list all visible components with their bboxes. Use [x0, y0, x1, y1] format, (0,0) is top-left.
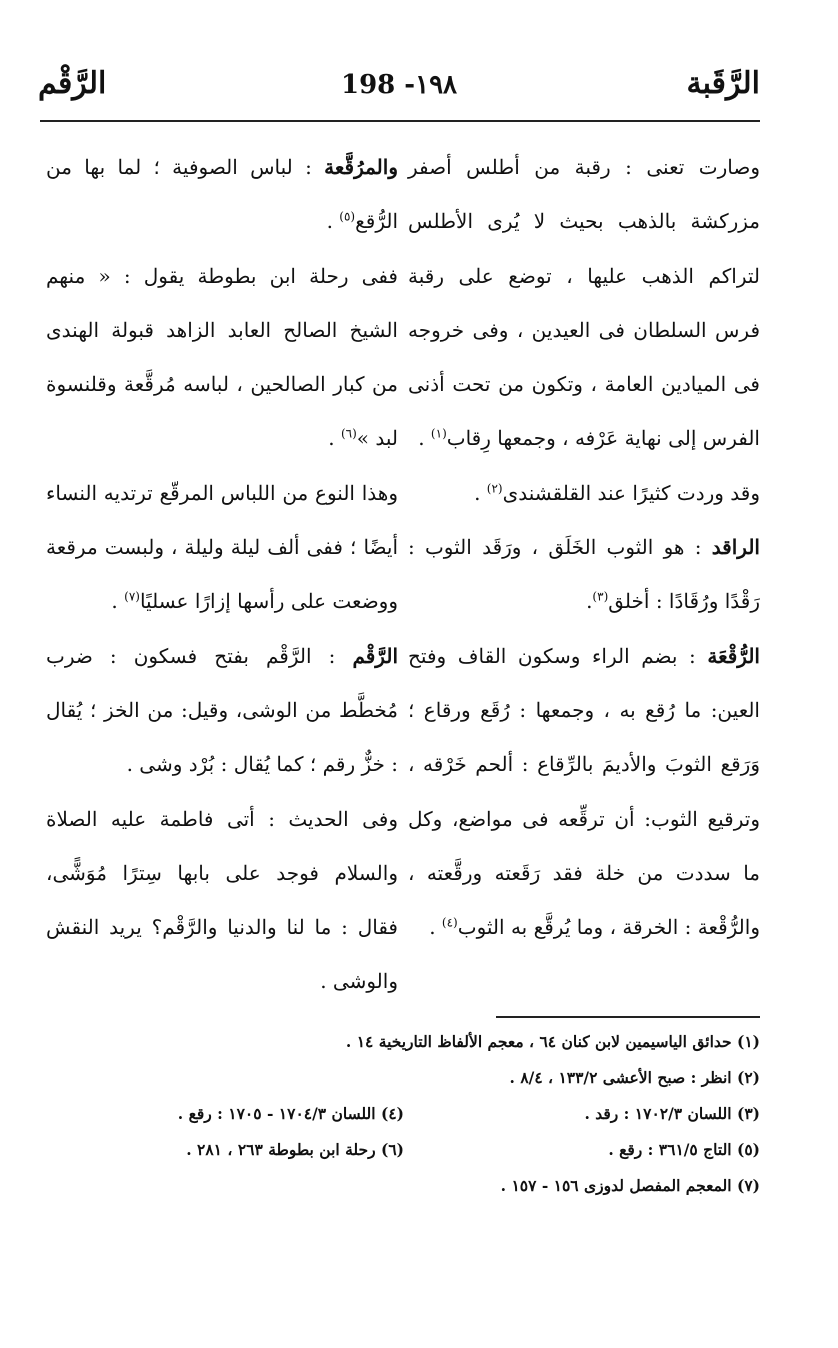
- paragraph: وقد وردت كثيرًا عند القلقشندى$^{(٢)}$ .: [474, 480, 760, 505]
- footnote-line: [40, 1096, 760, 1132]
- paragraph: ففى رحلة ابن بطوطة يقول : « منهم الشيخ الصالح العابد الزاهد قبولة الهندى من كبار الصالحين ، لباسه مُرقَّعة وقلنسوة لبد »$^{(٦)}$ .: [46, 263, 398, 451]
- footnote-rule: [496, 1016, 760, 1018]
- footnote-5: (٥) التاج ٣٦١/٥ : رقع .: [608, 1140, 760, 1159]
- footnote-ref: (٤): [441, 915, 458, 930]
- entry-term: والمرُقَّعة: [324, 155, 398, 179]
- footnote-7: (٧) المعجم المفصل لدوزى ١٥٦ - ١٥٧ .: [500, 1176, 760, 1195]
- footnote-ref: (٥): [339, 209, 356, 224]
- footnote-6: (٦) رحلة ابن بطوطة ٢٦٣ ، ٢٨١ .: [186, 1140, 404, 1159]
- footnote-1: (١) حدائق الياسيمين لابن كنان ٦٤ ، معجم الألفاظ التاريخية ١٤ .: [345, 1032, 760, 1051]
- entry-term: الرَّقْم: [352, 643, 398, 668]
- header-rule: [40, 120, 760, 122]
- footnote-line: [40, 1132, 760, 1168]
- header-entry-left: الرَّقْم: [38, 66, 107, 101]
- entry-raqm: الرَّقْم : الرَّقْم بفتح فسكون : ضرب مُخطَّط من الوشى، وقيل: من الخز ؛ يُقال : خزٌّ رقم ؛ كما يُقال : بُرْد وشى .: [46, 643, 398, 777]
- left-column: [46, 140, 398, 1009]
- paragraph: وهذا النوع من اللباس المرقّع ترتديه النساء أيضًا ؛ ففى ألف ليلة وليلة ، ولبست مرقعة ووضعت على رأسها إزارًا عسليًا$^{(٧)}$ .: [46, 480, 398, 614]
- footnotes: [40, 1024, 760, 1204]
- footnote-ref: (٧): [124, 589, 140, 604]
- entry-muraqqaa: والمرُقَّعة : لباس الصوفية ؛ لما بها من الرُّقع$^{(٥)}$ .: [46, 155, 398, 234]
- entry-raqid: الراقد : هو الثوب الخَلَق ، ورَقَد الثوب : رَقْدًا ورُقَادًا : أخلق$^{(٣)}$.: [408, 535, 760, 614]
- page-number: 198 -١٩٨: [340, 70, 458, 100]
- header-entry-right: الرَّقَبة: [686, 66, 760, 101]
- paragraph: وفى الحديث : أتى فاطمة عليه الصلاة والسلام فوجد على بابها سِترًا مُوَشًّى، فقال : ما لنا والدنيا والرَّقْم؟ يريد النقش والوشى .: [46, 806, 398, 994]
- footnote-line: [40, 1024, 760, 1060]
- footnote-4: (٤) اللسان ١٧٠٤/٣ - ١٧٠٥ : رقع .: [177, 1104, 404, 1123]
- right-column: [408, 140, 760, 954]
- entry-term: الراقد: [711, 535, 760, 560]
- footnote-ref: (١): [430, 426, 447, 441]
- footnote-3: (٣) اللسان ١٧٠٢/٣ : رقد .: [584, 1104, 760, 1123]
- entry-ruqa: الرُّقْعَة : بضم الراء وسكون القاف وفتح العين: ما رُقع به ، وجمعها : رُقَع ورقاع ؛ وَرَقع الثوبَ والأديمَ بالرِّقاع : ألحم خَرْقه ، وترقيع الثوب: أن ترقِّعه فى مواضع، وكل ما سددت من خلة فقد رَقَعته ورقَّعته ، والرُّقْعة : الخرقة ، وما يُرقَّع به الثوب$^{(٤)}$ .: [408, 643, 760, 940]
- paragraph: وصارت تعنى : رقبة من أطلس أصفر مزركشة بالذهب بحيث لا يُرى الأطلس لتراكم الذهب عليها ، توضع على رقبة فرس السلطان فى العيدين ، وفى خروجه فى الميادين العامة ، وتكون من تحت أذنى الفرس إلى نهاية عَرْفه ، وجمعها رِقاب$^{(١)}$ .: [408, 155, 760, 451]
- entry-term: الرُّقْعَة: [707, 643, 760, 668]
- footnote-line: [40, 1060, 760, 1096]
- footnote-line: [40, 1168, 760, 1204]
- footnote-2: (٢) انظر : صبح الأعشى ١٣٣/٢ ، ٨/٤ .: [509, 1068, 760, 1087]
- footnote-ref: (٦): [340, 426, 357, 441]
- page-header: [38, 66, 760, 116]
- footnote-ref: (٢): [486, 481, 503, 496]
- footnote-ref: (٣): [592, 589, 609, 604]
